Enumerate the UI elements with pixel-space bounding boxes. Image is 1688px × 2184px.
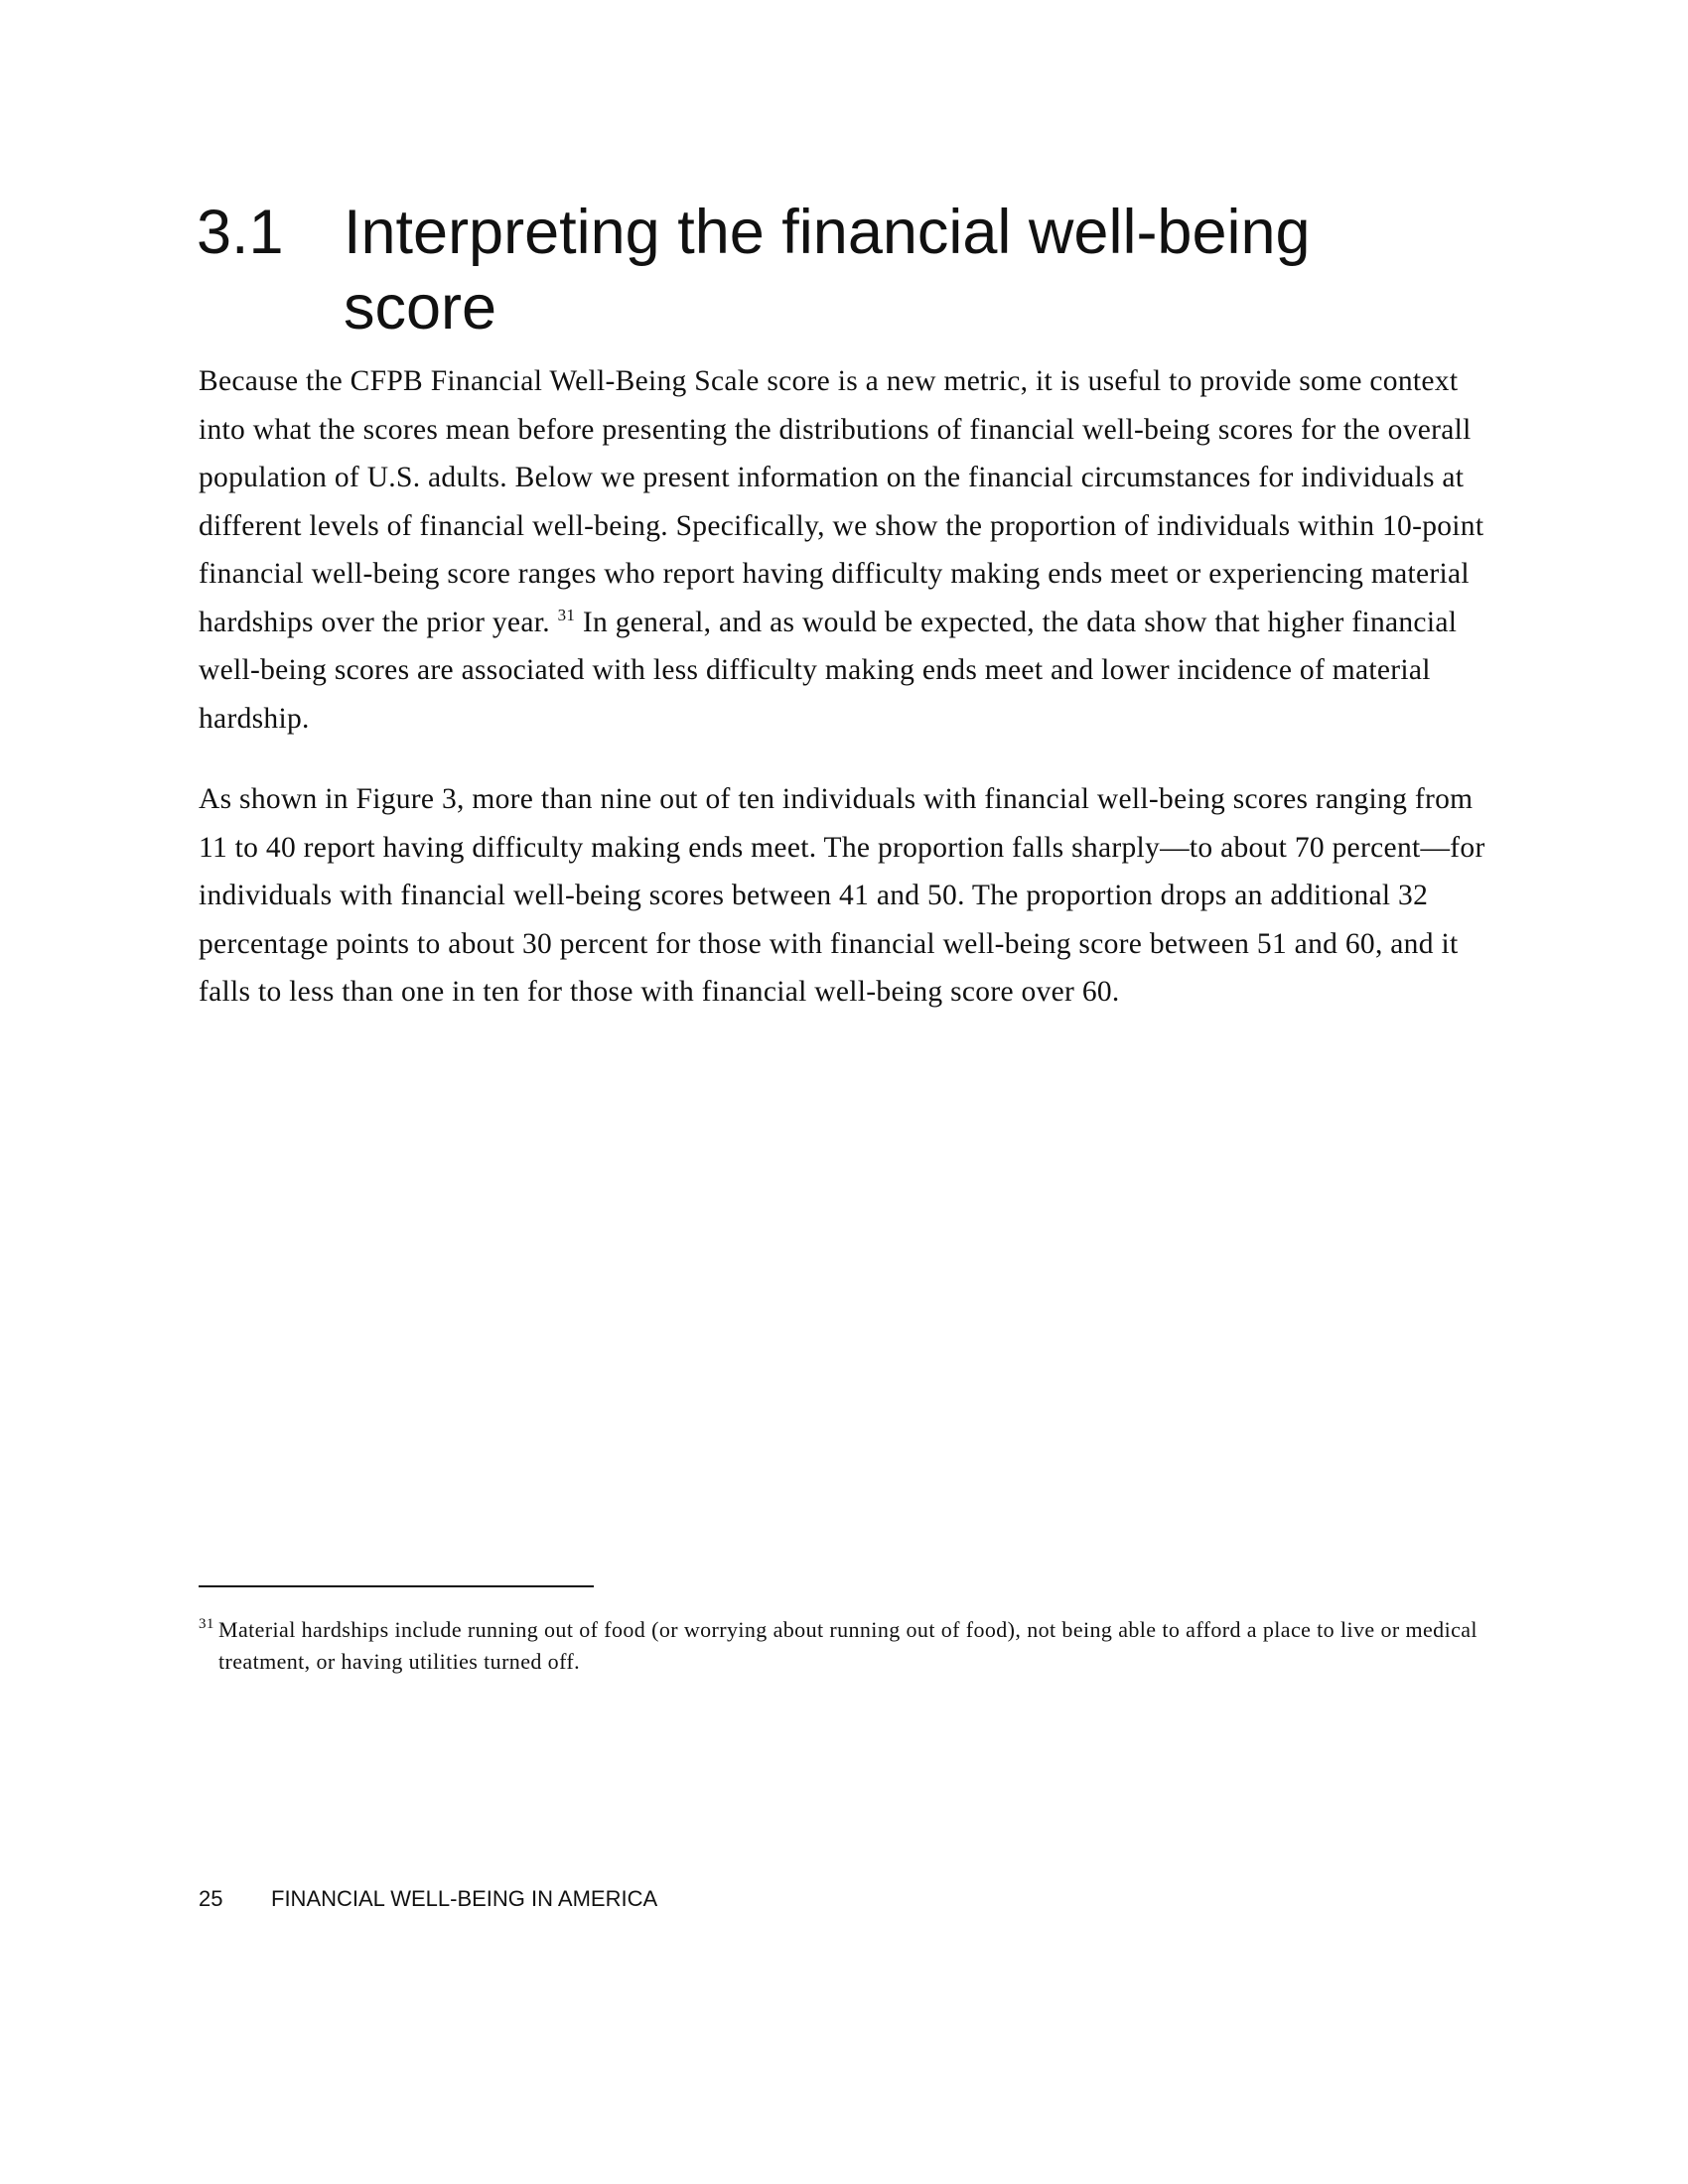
document-title: FINANCIAL WELL-BEING IN AMERICA — [271, 1886, 658, 1911]
page-number: 25 — [199, 1886, 223, 1911]
footnote-divider — [199, 1585, 594, 1587]
paragraph-1-text: Because the CFPB Financial Well-Being Scale score is a new metric, it is useful to provide some context into what the scores mean before presenting the distributions of financial well-being scores for the overall population of U.S. adults. Below we present information on the financial circumstances for individuals at different levels of financial well-being. Specifically, we show the proportion of individuals within 10-point financial well-being score ranges who report having difficulty making ends meet or experiencing material hardships over the prior year. — [199, 365, 1484, 638]
section-title: Interpreting the financial well-being score — [344, 198, 1311, 342]
section-number: 3.1 — [197, 198, 284, 267]
paragraph-1-continuation: In general, and as would be expected, the data show that higher financial well-being scores are associated with less difficulty making ends meet and lower incidence of material hardship. — [199, 606, 1458, 735]
body-paragraph-2: As shown in Figure 3, more than nine out of ten individuals with financial well-being scores ranging from 11 to 40 report having difficulty making ends meet. The proportion falls sharply—to about 70 percent—for individuals with financial well-being scores between 41 and 50. The proportion drops an additional 32 percentage points to about 30 percent for those with financial well-being score between 51 and 60, and it falls to less than one in ten for those with financial well-being score over 60. — [199, 783, 1485, 1008]
footnote-mark: 31 — [199, 1616, 214, 1632]
page-footer — [199, 1886, 657, 1912]
footnote — [199, 1614, 1489, 1678]
footnote-text: Material hardships include running out of food (or worrying about running out of food), not being able to afford a place to live or medical treatment, or having utilities turned off. — [218, 1617, 1477, 1674]
body-paragraph-1 — [199, 357, 1489, 743]
footnote-reference[interactable]: 31 — [557, 605, 576, 624]
